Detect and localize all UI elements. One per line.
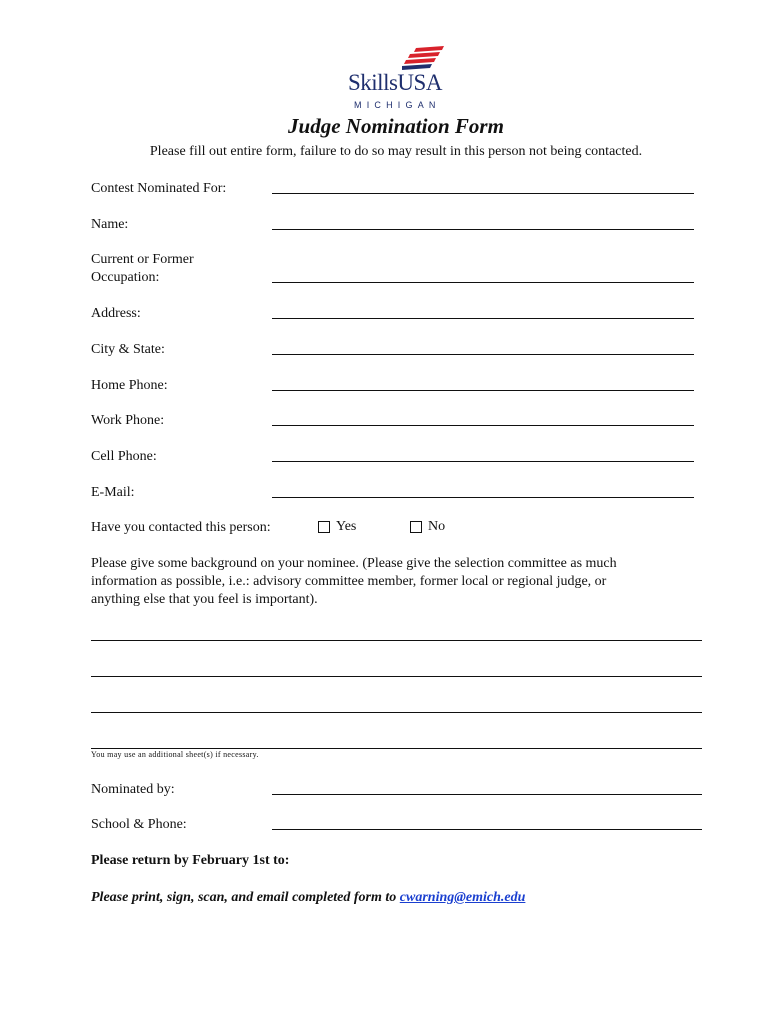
city-state-field[interactable] — [272, 354, 694, 355]
contacted-yes-checkbox[interactable] — [318, 519, 356, 535]
contest-label: Contest Nominated For: — [91, 181, 227, 196]
contacted-no-label: No — [428, 519, 446, 534]
background-line-3[interactable] — [91, 712, 702, 713]
name-field[interactable] — [272, 229, 694, 230]
logo-subtitle: MICHIGAN — [354, 100, 441, 110]
background-prompt-line3: anything else that you feel is important). — [91, 592, 318, 607]
cell-phone-field[interactable] — [272, 461, 694, 462]
skillsusa-michigan-logo — [346, 46, 446, 112]
checkbox-icon — [410, 521, 422, 533]
submit-email-link[interactable]: cwarning@emich.edu — [399, 890, 526, 905]
email-label: E-Mail: — [91, 485, 135, 500]
home-phone-label: Home Phone: — [91, 378, 168, 393]
work-phone-field[interactable] — [272, 425, 694, 426]
address-label: Address: — [91, 306, 141, 321]
email-field[interactable] — [272, 497, 694, 498]
occupation-field[interactable] — [272, 282, 694, 283]
background-prompt-line1: Please give some background on your nominee. (Please give the selection committee as much — [91, 556, 617, 571]
checkbox-icon — [318, 521, 330, 533]
city-state-label: City & State: — [91, 342, 165, 357]
occupation-label-line1: Current or Former — [91, 252, 194, 267]
nominated-by-label: Nominated by: — [91, 782, 175, 797]
background-prompt-line2: information as possible, i.e.: advisory committee member, former local or regional judge, or — [91, 574, 607, 589]
name-label: Name: — [91, 217, 129, 232]
cell-phone-label: Cell Phone: — [91, 449, 157, 464]
address-field[interactable] — [272, 318, 694, 319]
background-line-2[interactable] — [91, 676, 702, 677]
background-line-4[interactable] — [91, 748, 702, 749]
logo-wordmark: SkillsUSA — [348, 70, 442, 95]
contacted-no-checkbox[interactable] — [410, 519, 445, 535]
form-title: Judge Nomination Form — [288, 114, 504, 138]
school-phone-field[interactable] — [272, 829, 702, 830]
nominated-by-field[interactable] — [272, 794, 702, 795]
submit-instruction-text: Please print, sign, scan, and email completed form to — [91, 890, 397, 905]
additional-sheet-note: You may use an additional sheet(s) if necessary. — [91, 750, 259, 759]
home-phone-field[interactable] — [272, 390, 694, 391]
return-by-text: Please return by February 1st to: — [91, 853, 290, 868]
flag-stripes-icon — [402, 46, 446, 72]
contacted-yes-label: Yes — [336, 519, 357, 534]
contest-field[interactable] — [272, 193, 694, 194]
contacted-question: Have you contacted this person: — [91, 520, 271, 535]
work-phone-label: Work Phone: — [91, 413, 165, 428]
school-phone-label: School & Phone: — [91, 817, 187, 832]
submit-instruction — [91, 889, 525, 907]
occupation-label-line2: Occupation: — [91, 270, 160, 285]
background-line-1[interactable] — [91, 640, 702, 641]
form-instructions: Please fill out entire form, failure to do so may result in this person not being contacted. — [149, 144, 643, 159]
